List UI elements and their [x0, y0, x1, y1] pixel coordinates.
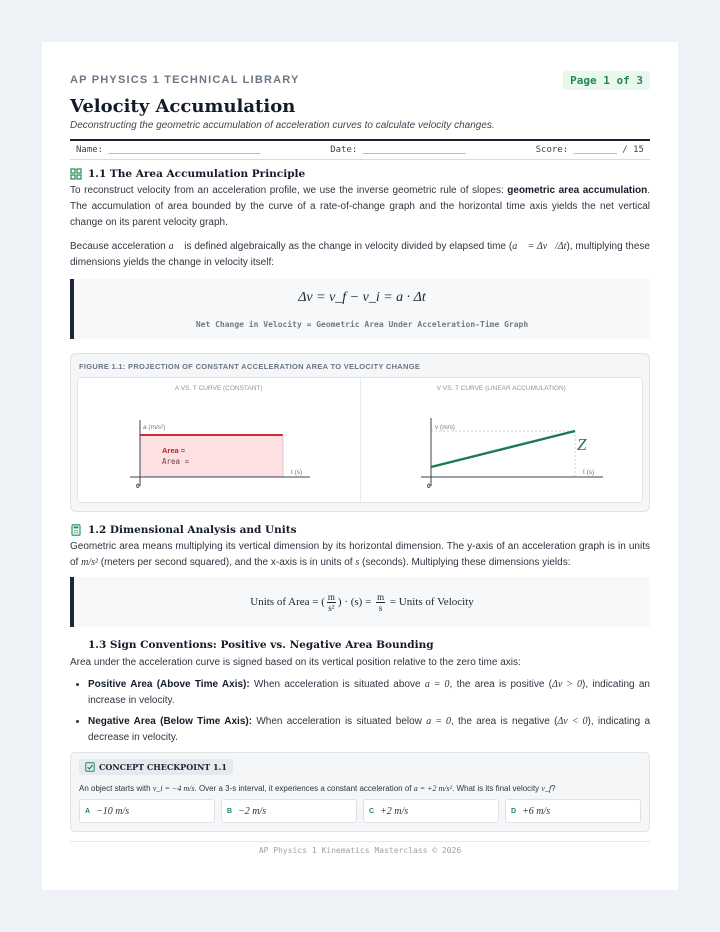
page-subtitle: Deconstructing the geometric accumulation of acceleration curves to calculate velocity changes. [70, 120, 495, 131]
list-item-negative-area: • Negative Area (Below Time Axis): When acceleration is situated below a = 0, the area is negative (Δv < 0), indicating a decrease in velocity. [88, 714, 650, 746]
units-equation-box [70, 577, 650, 627]
origin-label: 0 [136, 483, 140, 490]
checkpoint-tag: CONCEPT CHECKPOINT 1.1 [79, 759, 233, 775]
acceleration-time-panel [78, 378, 360, 502]
x-axis-label: t (s) [582, 469, 594, 476]
list-item-positive-area: • Positive Area (Above Time Axis): When acceleration is situated above a = 0, the area is positive (Δv > 0), indicating an increase in velocity. [88, 677, 650, 709]
area-label: Area = [162, 446, 186, 455]
checkbox-icon [85, 762, 95, 772]
name-field[interactable]: Name: ____________________________ [76, 145, 261, 155]
section-heading-1-2 [70, 524, 650, 536]
delta-v-marker: Z [576, 435, 586, 454]
date-field[interactable]: Date: ___________________ [330, 145, 466, 155]
paragraph-acceleration-definition: Because acceleration a⃗ is defined algebraically as the change in velocity divided by elapsed time (a⃗ = Δv⃗/Δt), multiplying these dimensions yields the change in velocity itself: [70, 241, 650, 268]
x-axis-label: t (s) [291, 469, 303, 476]
checkpoint-question: An object starts with v_i = −4 m/s. Over a 3-s interval, it experiences a constant acceleration of a = +2 m/s². What is its final velocity v_f? [79, 784, 556, 793]
page-footer: AP Physics 1 Kinematics Masterclass © 2026 [70, 841, 650, 855]
velocity-line [431, 431, 575, 467]
area-label-secondary: Area = [162, 457, 190, 466]
answer-option-a[interactable]: A −10 m/s [79, 799, 215, 823]
library-label: AP PHYSICS 1 TECHNICAL LIBRARY [70, 74, 300, 86]
page-title: Velocity Accumulation [70, 96, 296, 117]
student-info-bar [70, 139, 650, 160]
section-heading-text: 1.2 Dimensional Analysis and Units [88, 524, 297, 536]
panel-title-right: V VS. T CURVE (LINEAR ACCUMULATION) [436, 385, 566, 392]
velocity-change-equation: Δv = v_f − v_i = a · Δt [298, 289, 426, 305]
section-heading-text: 1.1 The Area Accumulation Principle [88, 168, 306, 180]
paragraph-dimensional-analysis: Geometric area means multiplying its vertical dimension by its horizontal dimension. The y-axis of an acceleration graph is in units of m/s² (meters per second squared), and the x-axis is in units of s (seconds). Multiplying these dimensions yields: [70, 541, 650, 568]
velocity-time-panel [360, 378, 643, 502]
section-heading-1-1 [70, 168, 650, 180]
calculator-icon [70, 524, 82, 536]
equation-caption: Net Change in Velocity = Geometric Area Under Acceleration-Time Graph [195, 319, 529, 329]
paragraph-area-principle: To reconstruct velocity from an acceleration profile, we use the inverse geometric rule of slopes: geometric area accumulation. The accumulation of area bounded by the curve of a rate-of-change graph and the horizontal time axis yields the net vertical change on its parent velocity graph. [70, 185, 650, 228]
grid-icon [70, 168, 82, 180]
answer-option-b[interactable]: B −2 m/s [221, 799, 357, 823]
acceleration-time-graph [78, 378, 352, 504]
units-equation: Units of Area = ( $\frac{m}{\text{s²}}$ ) · (s) = $\frac{m}{s}$ = Units of Velocity [250, 591, 474, 613]
y-axis-label: a (m/s²) [143, 424, 166, 431]
page-badge: Page 1 of 3 [563, 71, 650, 90]
panel-title-left: A VS. T CURVE (CONSTANT) [174, 385, 263, 392]
answer-option-d[interactable]: D +6 m/s [505, 799, 641, 823]
area-region [140, 435, 283, 477]
origin-label: 0 [426, 483, 431, 490]
sign-convention-list [70, 677, 650, 746]
header-row [70, 70, 650, 90]
section-heading-1-3 [70, 639, 650, 651]
figure-caption: FIGURE 1.1: PROJECTION OF CONSTANT ACCELERATION AREA TO VELOCITY CHANGE [79, 362, 421, 371]
figure-1-1 [70, 353, 650, 512]
worksheet-page [42, 42, 678, 890]
paragraph-sign-conventions: Area under the acceleration curve is signed based on its vertical position relative to the zero time axis: [70, 657, 521, 668]
velocity-change-equation-box [70, 279, 650, 339]
section-heading-text: 1.3 Sign Conventions: Positive vs. Negative Area Bounding [88, 639, 434, 651]
concept-checkpoint [70, 752, 650, 832]
velocity-time-graph [361, 378, 645, 504]
answer-option-c[interactable]: C +2 m/s [363, 799, 499, 823]
y-axis-label: v (m/s) [434, 424, 455, 431]
answer-options [79, 799, 641, 823]
score-field[interactable]: Score: ________ / 15 [535, 145, 644, 155]
